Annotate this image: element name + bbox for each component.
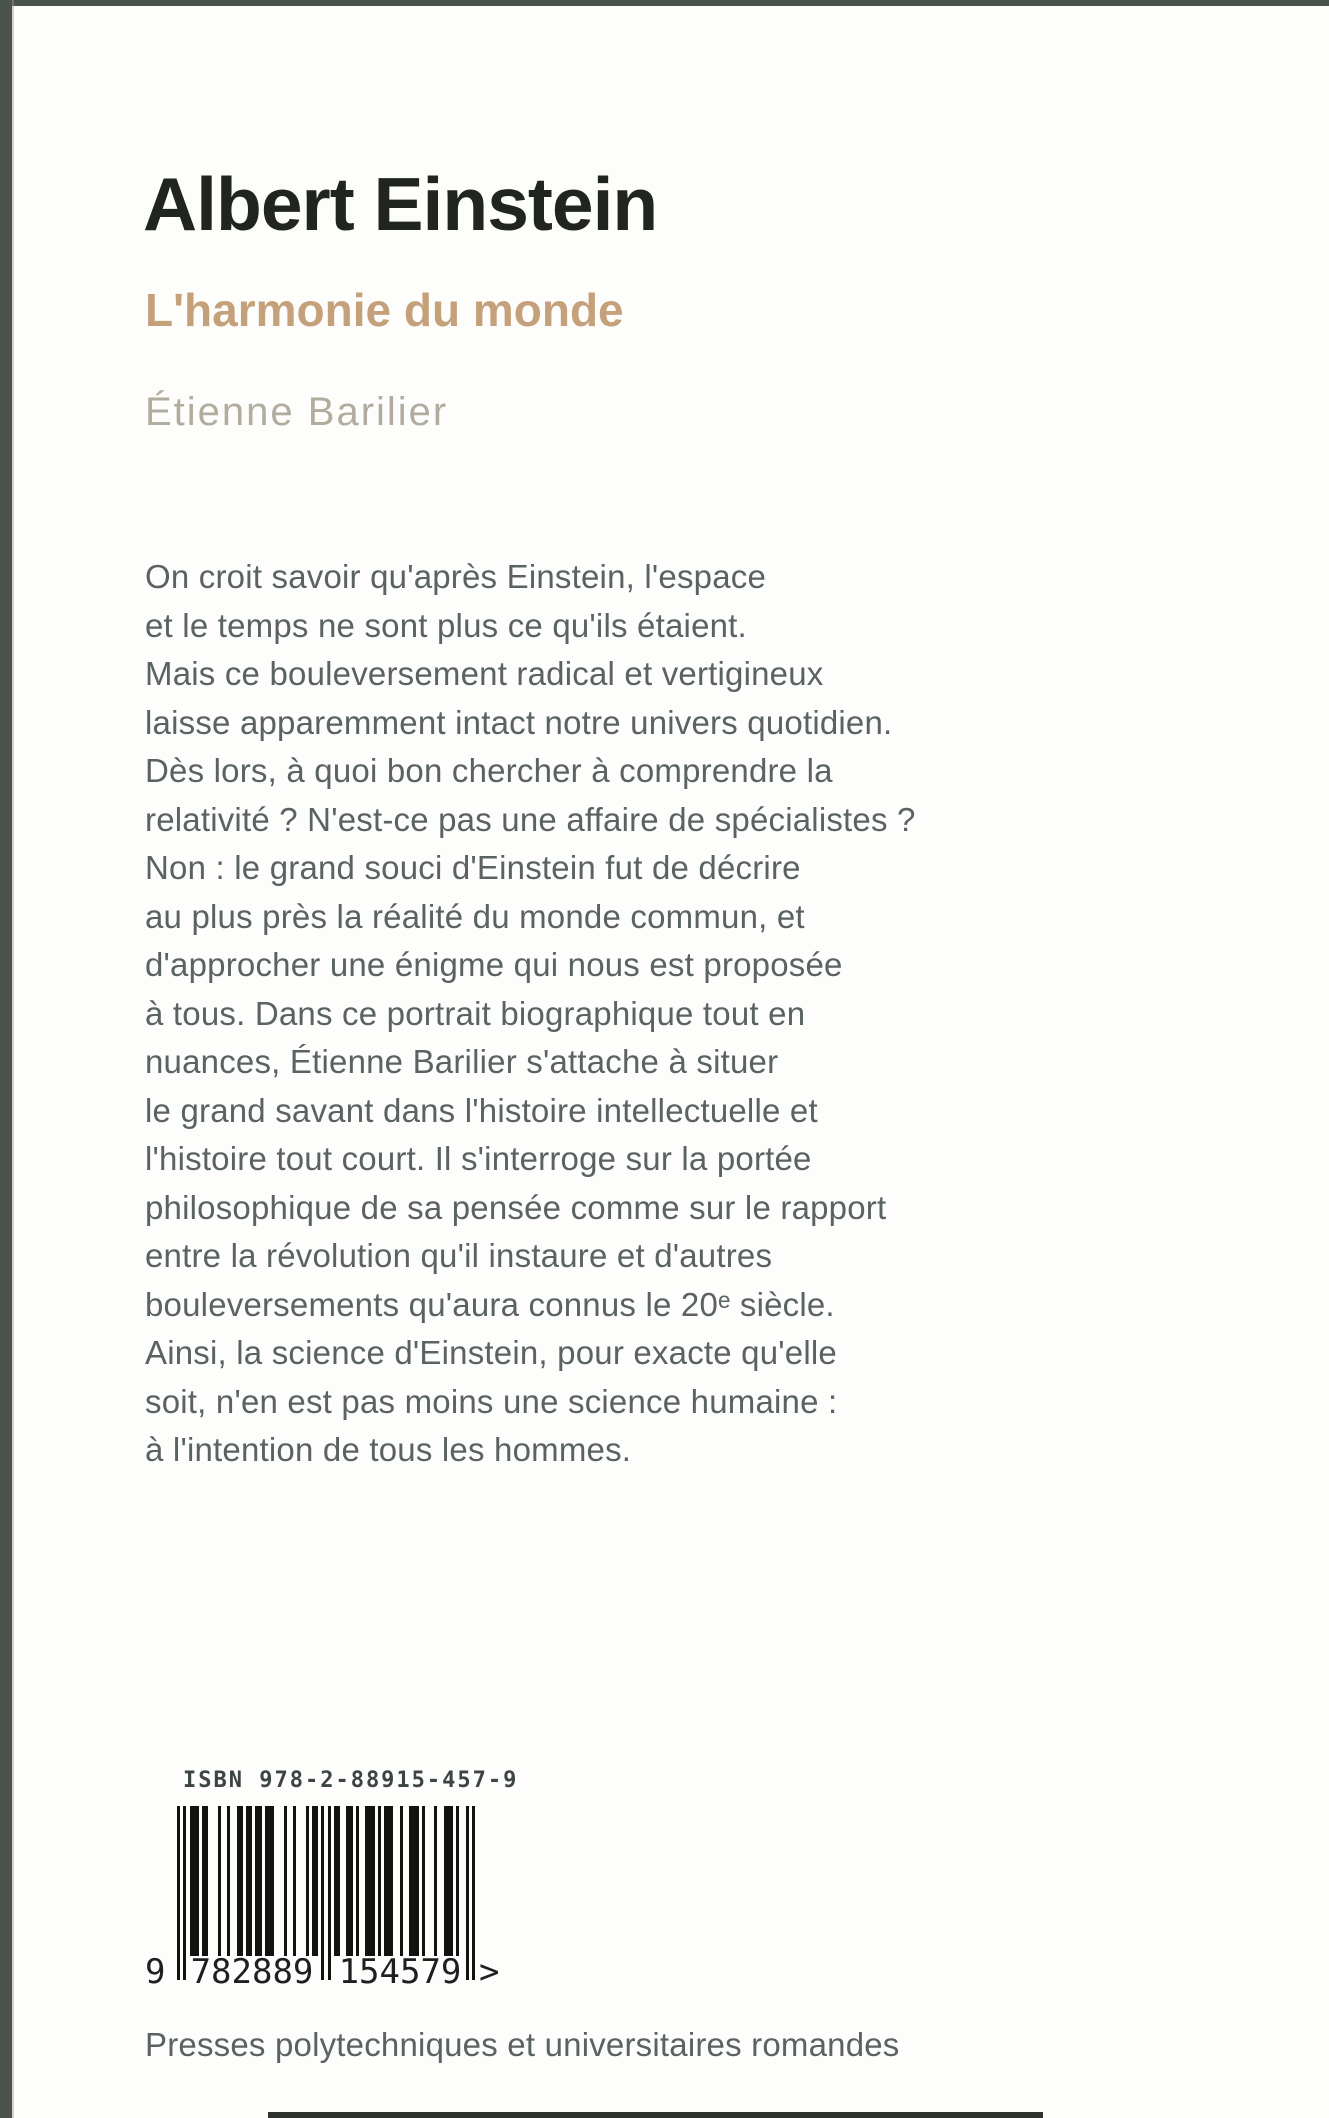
isbn-label: ISBN 978-2-88915-457-9 xyxy=(183,1768,519,1793)
barcode-bar xyxy=(246,1806,252,1956)
barcode-bar xyxy=(265,1806,274,1956)
barcode-bar xyxy=(218,1806,221,1956)
barcode-bar xyxy=(346,1806,352,1956)
blurb-line: philosophique de sa pensée comme sur le rapport xyxy=(145,1188,887,1226)
barcode-bar xyxy=(444,1806,453,1956)
scan-edge-left-highlight xyxy=(12,0,14,2118)
ean-digit-group-1: 782889 xyxy=(190,1952,314,1992)
blurb-line: au plus près la réalité du monde commun, et xyxy=(145,897,805,935)
barcode-bar xyxy=(190,1806,199,1956)
blurb-line: et le temps ne sont plus ce qu'ils étaient. xyxy=(145,606,747,644)
barcode-bar xyxy=(293,1806,296,1956)
blurb-line: Ainsi, la science d'Einstein, pour exacte qu'elle xyxy=(145,1334,837,1371)
barcode-bar xyxy=(334,1806,340,1956)
blurb-line: relativité ? N'est-ce pas une affaire de spécialistes ? xyxy=(145,800,916,838)
barcode-bar xyxy=(378,1806,381,1956)
scan-edge-top xyxy=(8,0,1329,6)
blurb-line: Non : le grand souci d'Einstein fut de décrire xyxy=(145,849,801,886)
blurb-line: On croit savoir qu'après Einstein, l'espace xyxy=(145,558,767,595)
blurb-line: l'histoire tout court. Il s'interroge sur la portée xyxy=(145,1140,812,1177)
barcode-bar xyxy=(255,1806,261,1956)
blurb-line: le grand savant dans l'histoire intellectuelle et xyxy=(145,1091,818,1129)
barcode-bar xyxy=(284,1806,287,1956)
blurb-line: Dès lors, à quoi bon chercher à comprendre la xyxy=(145,752,833,789)
blurb-line: nuances, Étienne Barilier s'attache à situer xyxy=(145,1043,779,1080)
barcode-bar xyxy=(356,1806,359,1956)
barcode-bar xyxy=(456,1806,459,1956)
barcode-bar xyxy=(227,1806,230,1956)
ean-digits xyxy=(145,1952,500,1992)
back-cover-blurb xyxy=(145,553,1085,1475)
barcode-bar xyxy=(306,1806,309,1956)
ean-right-quiet-zone-mark: > xyxy=(479,1952,500,1992)
barcode-bar xyxy=(365,1806,374,1956)
publisher-name: Presses polytechniques et universitaires romandes xyxy=(145,2026,900,2063)
book-author: Étienne Barilier xyxy=(145,390,449,434)
blurb-line: bouleversements qu'aura connus le 20ᵉ siècle. xyxy=(145,1285,835,1323)
barcode-bar xyxy=(202,1806,208,1956)
blurb-line: entre la révolution qu'il instaure et d'autres xyxy=(145,1237,773,1274)
blurb-line: à tous. Dans ce portrait biographique tout en xyxy=(145,994,806,1032)
ean-digit-group-2: 154579 xyxy=(338,1952,462,1992)
barcode-bar xyxy=(434,1806,437,1956)
blurb-line: laisse apparemment intact notre univers quotidien. xyxy=(145,703,893,741)
scan-edge-left xyxy=(0,0,12,2118)
blurb-line: soit, n'en est pas moins une science humaine : xyxy=(145,1382,838,1420)
scan-edge-bottom xyxy=(268,2112,1043,2118)
barcode-bar xyxy=(237,1806,243,1956)
barcode-bar xyxy=(312,1806,318,1956)
ean13-barcode xyxy=(145,1806,500,1992)
blurb-line: Mais ce bouleversement radical et vertigineux xyxy=(145,655,824,692)
barcode-bar xyxy=(422,1806,425,1956)
barcode-bar xyxy=(400,1806,403,1956)
book-subtitle: L'harmonie du monde xyxy=(145,284,624,336)
ean-first-digit: 9 xyxy=(145,1952,166,1992)
blurb-line: à l'intention de tous les hommes. xyxy=(145,1431,632,1468)
barcode-bar xyxy=(384,1806,393,1956)
barcode-bar xyxy=(409,1806,418,1956)
book-title: Albert Einstein xyxy=(143,162,658,246)
blurb-line: d'approcher une énigme qui nous est proposée xyxy=(145,946,843,983)
